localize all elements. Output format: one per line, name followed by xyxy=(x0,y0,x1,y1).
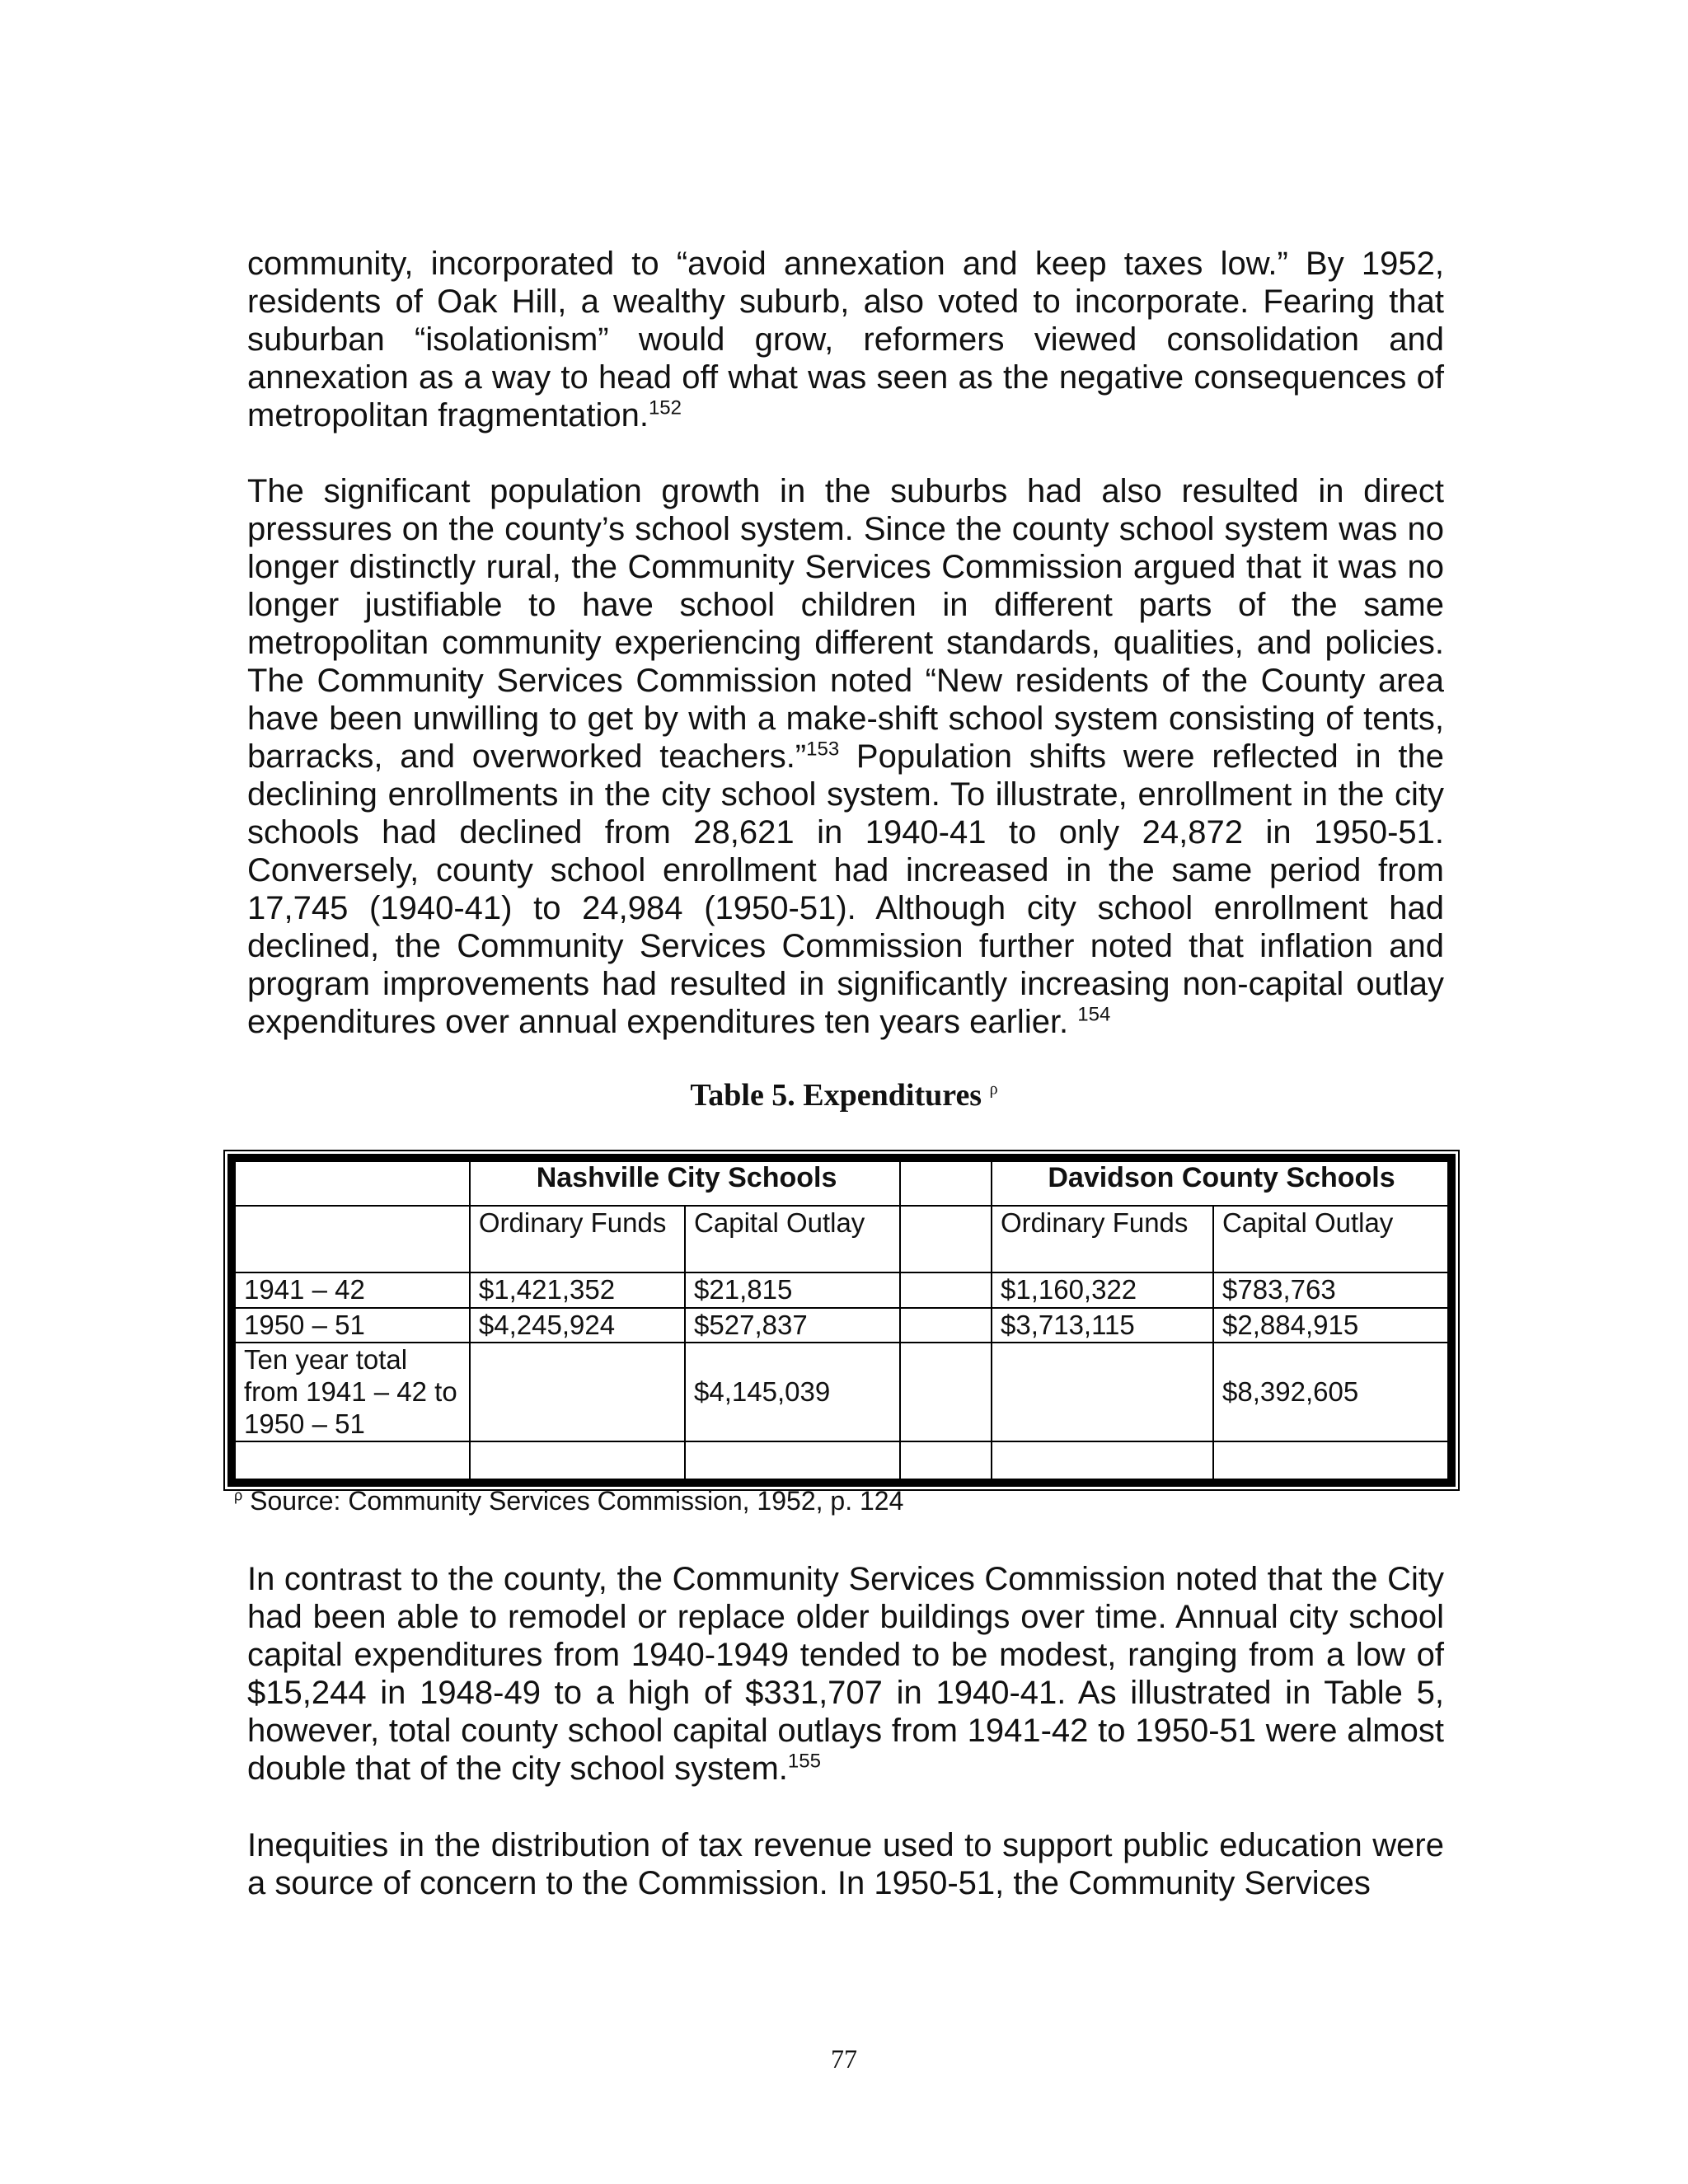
footnote-155: 155 xyxy=(787,1750,821,1773)
table-caption xyxy=(0,1077,1688,1113)
group-header-county: Davidson County Schools xyxy=(992,1161,1448,1206)
cell-county-ordinary: $1,160,322 xyxy=(992,1272,1213,1307)
paragraph-school-system xyxy=(247,472,1444,1041)
table-header-row xyxy=(235,1161,1448,1206)
paragraph-incorporation xyxy=(247,245,1444,434)
cell-county-capital: $2,884,915 xyxy=(1213,1308,1448,1343)
col-header-city-capital: Capital Outlay xyxy=(685,1206,900,1272)
expenditures-table-frame xyxy=(227,1154,1456,1487)
caption-mark: ρ xyxy=(989,1080,998,1099)
empty-cell xyxy=(1213,1441,1448,1479)
empty-cell xyxy=(470,1441,685,1479)
page-number: 77 xyxy=(831,2044,857,2074)
expenditures-table xyxy=(234,1160,1449,1480)
header-empty-cell xyxy=(235,1161,470,1206)
source-text: Source: Community Services Commission, 1952, p. 124 xyxy=(250,1486,904,1516)
col-header-city-ordinary: Ordinary Funds xyxy=(470,1206,685,1272)
empty-cell xyxy=(992,1441,1213,1479)
row-label: 1941 – 42 xyxy=(235,1272,470,1307)
paragraph-tax-inequities xyxy=(247,1826,1444,1902)
subheader-empty-cell xyxy=(235,1206,470,1272)
paragraph-text: Inequities in the distribution of tax revenue used to support public education were a source of concern to the Commission. In 1950-51, the Community Services xyxy=(247,1827,1444,1901)
caption-text: Table 5. Expenditures xyxy=(690,1078,982,1113)
group-header-city: Nashville City Schools xyxy=(470,1161,900,1206)
cell-city-ordinary: $1,421,352 xyxy=(470,1272,685,1307)
row-label: 1950 – 51 xyxy=(235,1308,470,1343)
paragraph-text: Population shifts were reflected in the declining enrollments in the city school system. To illustrate, enrollment in the city schools had declined from 28,621 in 1940-41 to only 24,872 in 1950-51. Conversely, county school enrollment had increased in the same period from 17,745 (1940-41) to 24,984 (1950-51). Although city school enrollment had declined, the Community Services Commission further noted that inflation and program improvements had resulted in significantly increasing non-capital outlay expenditures over annual expenditures ten years earlier. xyxy=(247,738,1444,1040)
spacer-cell xyxy=(900,1161,992,1206)
paragraph-capital-expenditures xyxy=(247,1560,1444,1788)
paragraph-text: In contrast to the county, the Community Services Commission noted that the City had been able to remodel or replace older buildings over time. Annual city school capital expenditures from 1940-1949 tended to be modest, ranging from a low of $15,244 in 1948-49 to a high of $331,707 in 1940-41. As illustrated in Table 5, however, total county school capital outlays from 1941-42 to 1950-51 were almost double that of the city school system. xyxy=(247,1561,1444,1787)
cell-city-capital: $527,837 xyxy=(685,1308,900,1343)
footnote-154: 154 xyxy=(1077,1003,1111,1026)
col-header-county-capital: Capital Outlay xyxy=(1213,1206,1448,1272)
spacer-cell xyxy=(900,1206,992,1272)
paragraph-text: community, incorporated to “avoid annexation and keep taxes low.” By 1952, residents of Oak Hill, a wealthy suburb, also voted to incorporate. Fearing that suburban “isolationism” would grow, reformers viewed consolidation and annexation as a way to head off what was seen as the negative consequences of metropolitan fragmentation. xyxy=(247,246,1444,434)
cell-city-capital: $21,815 xyxy=(685,1272,900,1307)
cell-county-ordinary: $3,713,115 xyxy=(992,1308,1213,1343)
table-source-note xyxy=(234,1486,903,1516)
footnote-153: 153 xyxy=(806,738,840,761)
cell-county-ordinary xyxy=(992,1343,1213,1441)
empty-cell xyxy=(685,1441,900,1479)
source-mark: ρ xyxy=(234,1487,243,1504)
footnote-152: 152 xyxy=(648,396,682,419)
cell-county-capital: $8,392,605 xyxy=(1213,1343,1448,1441)
spacer-cell xyxy=(900,1343,992,1441)
col-header-county-ordinary: Ordinary Funds xyxy=(992,1206,1213,1272)
cell-city-ordinary: $4,245,924 xyxy=(470,1308,685,1343)
paragraph-text: The significant population growth in the suburbs had also resulted in direct pressures on the county’s school system. Since the county school system was no longer distinctly rural, the Community Services Commission argued that it was no longer justifiable to have school children in different parts of the same metropolitan community experiencing different standards, qualities, and policies. The Community Services Commission noted “New residents of the County area have been unwilling to get by with a make-shift school system consisting of tents, barracks, and overworked teachers.” xyxy=(247,473,1444,775)
spacer-cell xyxy=(900,1308,992,1343)
cell-city-ordinary xyxy=(470,1343,685,1441)
cell-city-capital: $4,145,039 xyxy=(685,1343,900,1441)
cell-county-capital: $783,763 xyxy=(1213,1272,1448,1307)
table-row xyxy=(235,1343,1448,1441)
empty-cell xyxy=(900,1441,992,1479)
table-row xyxy=(235,1308,1448,1343)
table-subheader-row xyxy=(235,1206,1448,1272)
row-label: Ten year total from 1941 – 42 to 1950 – 51 xyxy=(235,1343,470,1441)
empty-cell xyxy=(235,1441,470,1479)
table-empty-row xyxy=(235,1441,1448,1479)
spacer-cell xyxy=(900,1272,992,1307)
table-row xyxy=(235,1272,1448,1307)
